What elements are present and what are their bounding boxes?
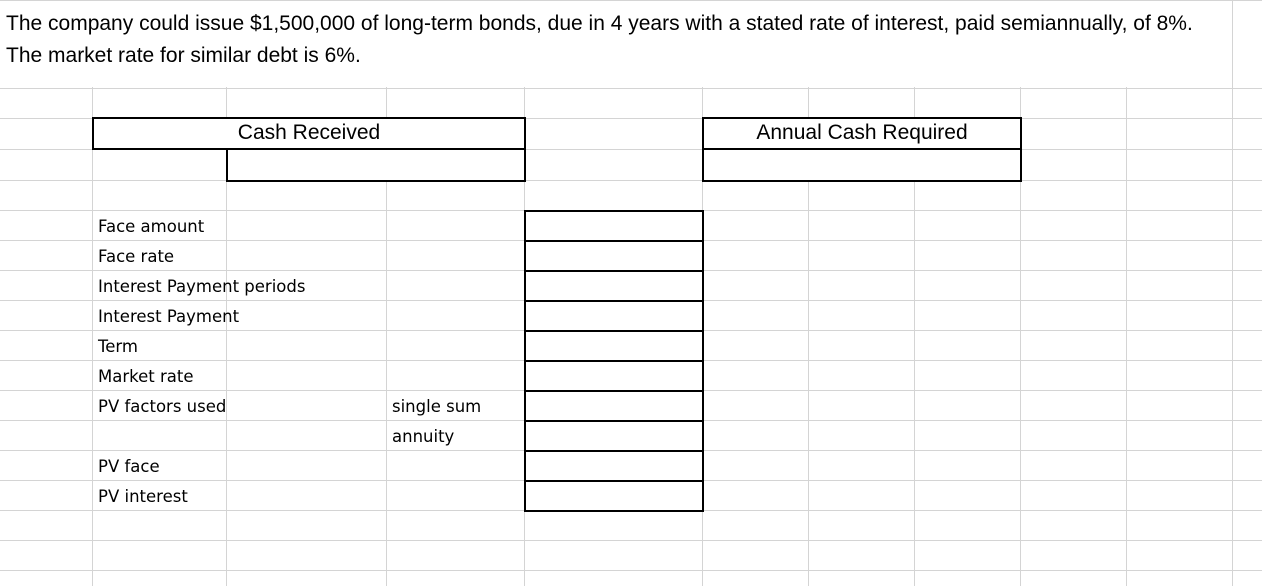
label-pv-factors-used: PV factors used (98, 397, 227, 416)
input-pv-interest[interactable] (524, 480, 704, 512)
label-term: Term (98, 337, 138, 356)
input-pv-factor-annuity[interactable] (524, 420, 704, 452)
label-annuity: annuity (392, 427, 455, 446)
label-face-amount: Face amount (98, 217, 205, 236)
label-interest-payment: Interest Payment (98, 307, 240, 326)
label-pv-interest: PV interest (98, 487, 188, 506)
input-term[interactable] (524, 330, 704, 362)
label-market-rate: Market rate (98, 367, 194, 386)
input-face-amount[interactable] (524, 210, 704, 242)
cash-received-input-cell[interactable] (226, 148, 526, 182)
cash-received-header: Cash Received (237, 121, 381, 144)
label-face-rate: Face rate (98, 247, 175, 266)
input-face-rate[interactable] (524, 240, 704, 272)
input-interest-payment-periods[interactable] (524, 270, 704, 302)
label-interest-payment-periods: Interest Payment periods (98, 277, 306, 296)
input-interest-payment[interactable] (524, 300, 704, 332)
label-single-sum: single sum (392, 397, 482, 416)
annual-cash-required-header: Annual Cash Required (756, 121, 968, 144)
input-pv-factor-single-sum[interactable] (524, 390, 704, 422)
problem-statement: The company could issue $1,500,000 of long-term bonds, due in 4 years with a stated rate of interest, paid semiannually, of 8%. The market rate for similar debt is 6%. (6, 12, 1193, 67)
input-pv-face[interactable] (524, 450, 704, 482)
label-pv-face: PV face (98, 457, 160, 476)
annual-cash-required-input-cell[interactable] (702, 148, 1022, 182)
input-market-rate[interactable] (524, 360, 704, 392)
